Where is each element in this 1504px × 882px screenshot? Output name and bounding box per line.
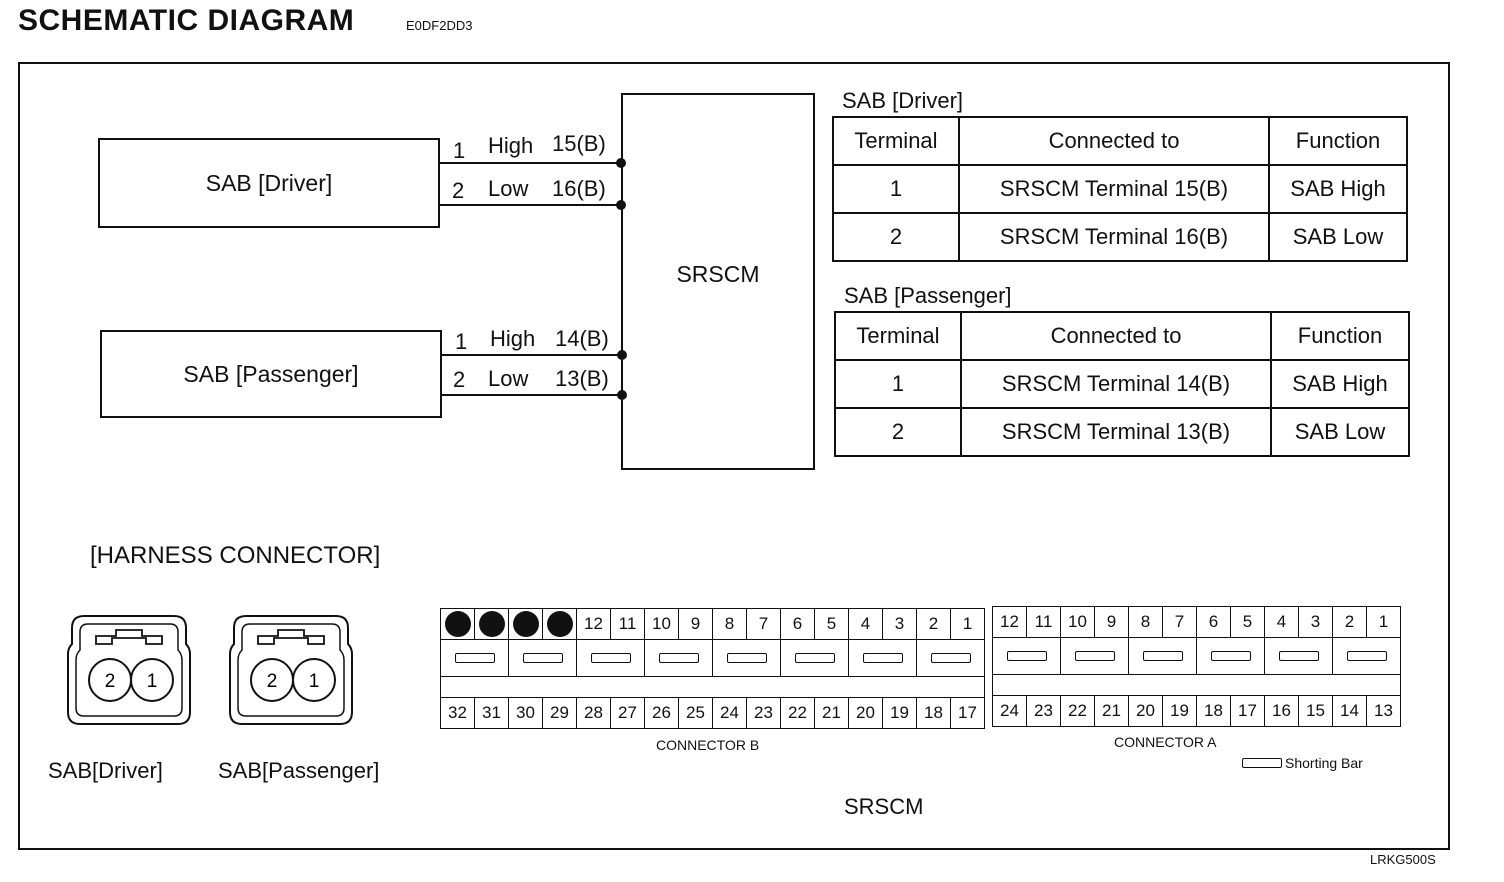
pin-cell: 15 bbox=[1299, 696, 1333, 727]
pin-cell: 8 bbox=[713, 609, 747, 640]
table-cell: 1 bbox=[833, 165, 959, 213]
junction-dot bbox=[616, 200, 626, 210]
wire-name: Low bbox=[488, 176, 529, 201]
shorting-bar-cell bbox=[577, 640, 645, 677]
shorting-bar-icon bbox=[795, 653, 835, 663]
wire-terminal: 15(B) bbox=[552, 131, 606, 156]
plug-pin-label: 2 bbox=[266, 671, 278, 692]
table-row bbox=[833, 165, 1407, 213]
pin-cell: 1 bbox=[1367, 607, 1401, 638]
pin-cell: 20 bbox=[849, 698, 883, 729]
table-cell: SAB Low bbox=[1271, 408, 1409, 456]
connector-a-grid bbox=[992, 606, 1401, 727]
srscm-connector-label: SRSCM bbox=[844, 794, 924, 819]
pin-cell: 22 bbox=[781, 698, 815, 729]
shorting-bar-cell bbox=[441, 640, 509, 677]
shorting-bar-cell bbox=[781, 640, 849, 677]
junction-dot bbox=[616, 158, 626, 168]
shorting-bar-cell bbox=[917, 640, 985, 677]
wire-driver-low bbox=[440, 204, 622, 206]
pin-cell: 14 bbox=[1333, 696, 1367, 727]
connector-b-top-row bbox=[441, 609, 985, 640]
wire-terminal: 16(B) bbox=[552, 176, 606, 201]
pin-cell: 20 bbox=[1129, 696, 1163, 727]
pin-cell: 13 bbox=[1367, 696, 1401, 727]
pin-cell: 7 bbox=[747, 609, 781, 640]
pin-filled bbox=[543, 609, 577, 640]
pin-cell: 1 bbox=[951, 609, 985, 640]
header-cell: Connected to bbox=[959, 117, 1269, 165]
pin-cell: 2 bbox=[1333, 607, 1367, 638]
shorting-bar-icon bbox=[727, 653, 767, 663]
shorting-bar-icon bbox=[591, 653, 631, 663]
pin-cell: 6 bbox=[1197, 607, 1231, 638]
driver-table-title: SAB [Driver] bbox=[842, 88, 964, 113]
shorting-bar-icon bbox=[1143, 651, 1183, 661]
header-cell: Function bbox=[1271, 312, 1409, 360]
table-header-row bbox=[833, 117, 1407, 165]
table-cell: 1 bbox=[835, 360, 961, 408]
pin-cell: 19 bbox=[883, 698, 917, 729]
table-cell: SAB High bbox=[1269, 165, 1407, 213]
shorting-bar-icon bbox=[659, 653, 699, 663]
table-row bbox=[835, 360, 1409, 408]
pin-cell: 3 bbox=[1299, 607, 1333, 638]
pin-cell: 4 bbox=[1265, 607, 1299, 638]
plug-pin-label: 2 bbox=[104, 671, 116, 692]
table-cell: SRSCM Terminal 13(B) bbox=[961, 408, 1271, 456]
sab-driver-box bbox=[98, 138, 440, 228]
srscm-label: SRSCM bbox=[676, 261, 760, 287]
pin-cell: 9 bbox=[679, 609, 713, 640]
sab-passenger-caption: SAB[Passenger] bbox=[218, 758, 380, 783]
shorting-bar-cell bbox=[1061, 638, 1129, 675]
pin-cell: 18 bbox=[917, 698, 951, 729]
shorting-bar-icon bbox=[863, 653, 903, 663]
table-cell: SAB High bbox=[1271, 360, 1409, 408]
shorting-bar-cell bbox=[849, 640, 917, 677]
wire-pin: 1 bbox=[455, 329, 468, 354]
header-cell: Function bbox=[1269, 117, 1407, 165]
page-title: SCHEMATIC DIAGRAM bbox=[18, 4, 355, 37]
wire-pin: 2 bbox=[453, 367, 466, 392]
shorting-bar-icon bbox=[1347, 651, 1387, 661]
table-cell: SRSCM Terminal 14(B) bbox=[961, 360, 1271, 408]
junction-dot bbox=[617, 390, 627, 400]
pin-cell: 5 bbox=[815, 609, 849, 640]
pin-cell: 24 bbox=[993, 696, 1027, 727]
table-cell: SAB Low bbox=[1269, 213, 1407, 261]
sab-passenger-box bbox=[100, 330, 442, 418]
connector-a-bottom-row bbox=[993, 696, 1401, 727]
pin-cell: 25 bbox=[679, 698, 713, 729]
spacer-cell bbox=[993, 675, 1401, 696]
wire-name: High bbox=[490, 326, 536, 351]
pin-cell: 23 bbox=[1027, 696, 1061, 727]
pin-cell: 12 bbox=[577, 609, 611, 640]
wire-pin: 2 bbox=[452, 178, 465, 203]
sab-passenger-label: SAB [Passenger] bbox=[183, 360, 359, 387]
table-row bbox=[835, 408, 1409, 456]
pin-cell: 32 bbox=[441, 698, 475, 729]
plug-pin-label: 1 bbox=[146, 671, 158, 692]
shorting-bar-icon bbox=[455, 653, 495, 663]
wire-name: High bbox=[488, 133, 534, 158]
pin-cell: 22 bbox=[1061, 696, 1095, 727]
table-cell: SRSCM Terminal 16(B) bbox=[959, 213, 1269, 261]
pin-cell: 26 bbox=[645, 698, 679, 729]
wire-terminal: 14(B) bbox=[555, 326, 609, 351]
table-cell: 2 bbox=[833, 213, 959, 261]
wire-terminal: 13(B) bbox=[555, 366, 609, 391]
connector-a-top-row bbox=[993, 607, 1401, 638]
pin-cell: 19 bbox=[1163, 696, 1197, 727]
pin-cell: 11 bbox=[1027, 607, 1061, 638]
pin-cell: 11 bbox=[611, 609, 645, 640]
pin-cell: 5 bbox=[1231, 607, 1265, 638]
connector-b-grid bbox=[440, 608, 985, 729]
driver-terminal-table bbox=[832, 116, 1408, 262]
table-cell: 2 bbox=[835, 408, 961, 456]
table-cell: SRSCM Terminal 15(B) bbox=[959, 165, 1269, 213]
pin-cell: 6 bbox=[781, 609, 815, 640]
srscm-box bbox=[621, 93, 815, 470]
pin-cell: 3 bbox=[883, 609, 917, 640]
pin-cell: 2 bbox=[917, 609, 951, 640]
connector-b-label: CONNECTOR B bbox=[656, 737, 760, 753]
pin-cell: 24 bbox=[713, 698, 747, 729]
connector-a-spacer-row bbox=[993, 675, 1401, 696]
shorting-bar-icon bbox=[1007, 651, 1047, 661]
shorting-bar-cell bbox=[713, 640, 781, 677]
header-cell: Terminal bbox=[835, 312, 961, 360]
passenger-terminal-table bbox=[834, 311, 1410, 457]
figure-ref: LRKG500S bbox=[1370, 852, 1436, 867]
sab-passenger-plug-icon bbox=[228, 614, 354, 726]
shorting-bar-legend-icon bbox=[1242, 758, 1282, 768]
pin-cell: 31 bbox=[475, 698, 509, 729]
sab-driver-caption: SAB[Driver] bbox=[48, 758, 163, 783]
pin-cell: 23 bbox=[747, 698, 781, 729]
table-row bbox=[833, 213, 1407, 261]
shorting-bar-icon bbox=[1075, 651, 1115, 661]
harness-title: [HARNESS CONNECTOR] bbox=[90, 542, 381, 569]
connector-b-spacer-row bbox=[441, 677, 985, 698]
shorting-bar-cell bbox=[645, 640, 713, 677]
pin-cell: 16 bbox=[1265, 696, 1299, 727]
pin-cell: 30 bbox=[509, 698, 543, 729]
pin-filled bbox=[475, 609, 509, 640]
junction-dot bbox=[617, 350, 627, 360]
shorting-bar-icon bbox=[1279, 651, 1319, 661]
pin-cell: 12 bbox=[993, 607, 1027, 638]
wire-name: Low bbox=[488, 366, 529, 391]
header-cell: Terminal bbox=[833, 117, 959, 165]
pin-cell: 17 bbox=[1231, 696, 1265, 727]
header-cell: Connected to bbox=[961, 312, 1271, 360]
pin-cell: 28 bbox=[577, 698, 611, 729]
shorting-bar-icon bbox=[523, 653, 563, 663]
connector-b-bottom-row bbox=[441, 698, 985, 729]
passenger-table-title: SAB [Passenger] bbox=[844, 283, 1012, 308]
shorting-bar-cell bbox=[1265, 638, 1333, 675]
shorting-bar-icon bbox=[931, 653, 971, 663]
pin-cell: 4 bbox=[849, 609, 883, 640]
shorting-bar-cell bbox=[993, 638, 1061, 675]
pin-cell: 7 bbox=[1163, 607, 1197, 638]
shorting-bar-cell bbox=[509, 640, 577, 677]
connector-a-bar-row bbox=[993, 638, 1401, 675]
wire-passenger-high bbox=[442, 354, 622, 356]
shorting-bar-cell bbox=[1197, 638, 1265, 675]
pin-cell: 10 bbox=[1061, 607, 1095, 638]
spacer-cell bbox=[441, 677, 985, 698]
pin-cell: 17 bbox=[951, 698, 985, 729]
pin-cell: 27 bbox=[611, 698, 645, 729]
pin-cell: 10 bbox=[645, 609, 679, 640]
sab-driver-label: SAB [Driver] bbox=[205, 169, 333, 196]
wire-pin: 1 bbox=[453, 138, 466, 163]
pin-cell: 9 bbox=[1095, 607, 1129, 638]
sab-driver-plug-icon bbox=[66, 614, 192, 726]
connector-a-label: CONNECTOR A bbox=[1114, 734, 1217, 750]
shorting-bar-legend-label: Shorting Bar bbox=[1285, 755, 1363, 771]
pin-cell: 8 bbox=[1129, 607, 1163, 638]
pin-filled bbox=[509, 609, 543, 640]
shorting-bar-cell bbox=[1333, 638, 1401, 675]
shorting-bar-icon bbox=[1211, 651, 1251, 661]
shorting-bar-cell bbox=[1129, 638, 1197, 675]
pin-cell: 18 bbox=[1197, 696, 1231, 727]
wire-driver-high bbox=[440, 162, 622, 164]
table-header-row bbox=[835, 312, 1409, 360]
pin-cell: 21 bbox=[815, 698, 849, 729]
plug-pin-label: 1 bbox=[308, 671, 320, 692]
connector-b-bar-row bbox=[441, 640, 985, 677]
pin-cell: 21 bbox=[1095, 696, 1129, 727]
document-code: E0DF2DD3 bbox=[406, 18, 473, 33]
wire-passenger-low bbox=[442, 394, 622, 396]
pin-cell: 29 bbox=[543, 698, 577, 729]
pin-filled bbox=[441, 609, 475, 640]
